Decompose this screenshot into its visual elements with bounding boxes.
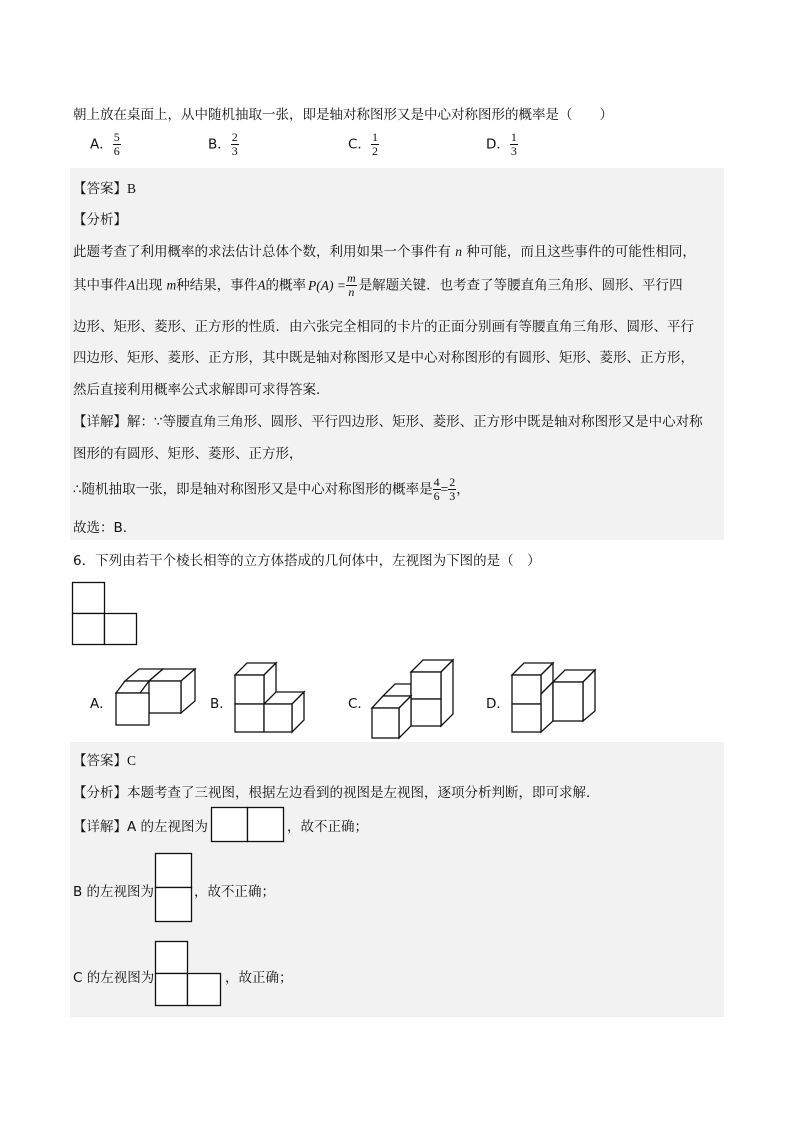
detail-fraction-2: $\frac{2}{3}$ [449,475,456,503]
q5-analysis-line5: 然后直接利用概率公式求解即可求得答案． [73,382,330,398]
q5-analysis-line1: 此题考查了利用概率的求法估计总体个数，利用如果一个事件有 n 种可能，而且这些事件的可能性相同， [73,244,696,260]
q6-option-d-label: D． [486,696,510,712]
q5-analysis-line4: 四边形、矩形、菱形、正方形，其中既是轴对称图形又是中心对称图形的有圆形、矩形、菱形、正方形， [73,350,694,366]
q5-detail-line3: ∴随机抽取一张，即是轴对称图形又是中心对称图形的概率是 $\frac{4}{6}$ = $\frac{2}{3}$ ， [73,475,470,503]
q5-stem: 朝上放在桌面上，从中随机抽取一张，即是轴对称图形又是中心对称图形的概率是（ ） [73,107,613,123]
q5-analysis-tag: 【分析】 [73,212,127,228]
q6-stem: 6．下列由若干个棱长相等的立方体搭成的几何体中，左视图为下图的是（ ） [73,553,541,569]
option-label: D． [486,136,510,153]
detail-fraction-1: $\frac{4}{6}$ [433,475,440,503]
q5-option-d [486,131,518,158]
q5-option-a [90,131,121,158]
answer-tag: 【答案】 [73,753,127,769]
option-label: B． [208,136,231,153]
q5-analysis-line2: 其中事件A出现 m种结果，事件A的概率 P(A) = $\frac{m}{n}$ 是解题关键．也考查了等腰直角三角形、圆形、平行四 [73,271,683,299]
q6-detail-a-result: ，故不正确； [287,819,368,835]
q6-option-b-figure [234,662,306,734]
q6-option-c-figure [371,658,455,740]
q5-option-c [348,131,379,158]
q6-reference-left-view [72,582,138,646]
q6-detail-b-result: ，故不正确； [194,884,275,900]
q6-answer [73,749,136,769]
probability-formula: P(A) = [308,277,347,293]
q6-detail-a-text: 【详解】A 的左视图为 [73,819,209,835]
q6-detail-a-left-view [211,807,285,843]
q6-option-b-label: B． [210,696,233,712]
q5-analysis-line3: 边形、矩形、菱形、正方形的性质．由六张完全相同的卡片的正面分别画有等腰直角三角形、圆形、平行 [73,319,694,335]
answer-value: C [127,753,137,768]
answer-tag: 【答案】 [73,181,127,197]
option-label: C． [348,136,371,153]
answer-value: B [127,181,137,196]
option-fraction: $\frac{1}{2}$ [371,130,378,158]
q5-detail-line4: 故选：B． [73,520,137,536]
q6-option-a-figure [115,668,210,728]
q6-detail-c-text: C 的左视图为 [73,970,155,986]
q6-option-a-label: A． [90,696,113,712]
q6-option-d-figure [511,662,597,734]
option-fraction: $\frac{1}{3}$ [510,130,517,158]
option-fraction: $\frac{2}{3}$ [231,130,238,158]
q6-detail-c-left-view [155,941,223,1007]
formula-fraction: $\frac{m}{n}$ [347,271,356,299]
q5-option-b [208,131,239,158]
q6-analysis: 【分析】本题考查了三视图，根据左边看到的视图是左视图，逐项分析判断，即可求解． [73,785,600,801]
option-label: A． [90,136,113,153]
q5-detail-line2: 图形的有圆形、矩形、菱形、正方形， [73,446,303,462]
q6-option-c-label: C． [348,696,371,712]
q6-detail-c-result: ，故正确； [225,970,293,986]
q5-answer [73,177,136,197]
q5-detail-line1: 【详解】解：∵等腰直角三角形、圆形、平行四边形、矩形、菱形、正方形中既是轴对称图形又是中心对称 [73,414,703,430]
q6-detail-b-text: B 的左视图为 [73,884,155,900]
option-fraction: $\frac{5}{6}$ [113,130,120,158]
q6-detail-b-left-view [155,853,193,923]
